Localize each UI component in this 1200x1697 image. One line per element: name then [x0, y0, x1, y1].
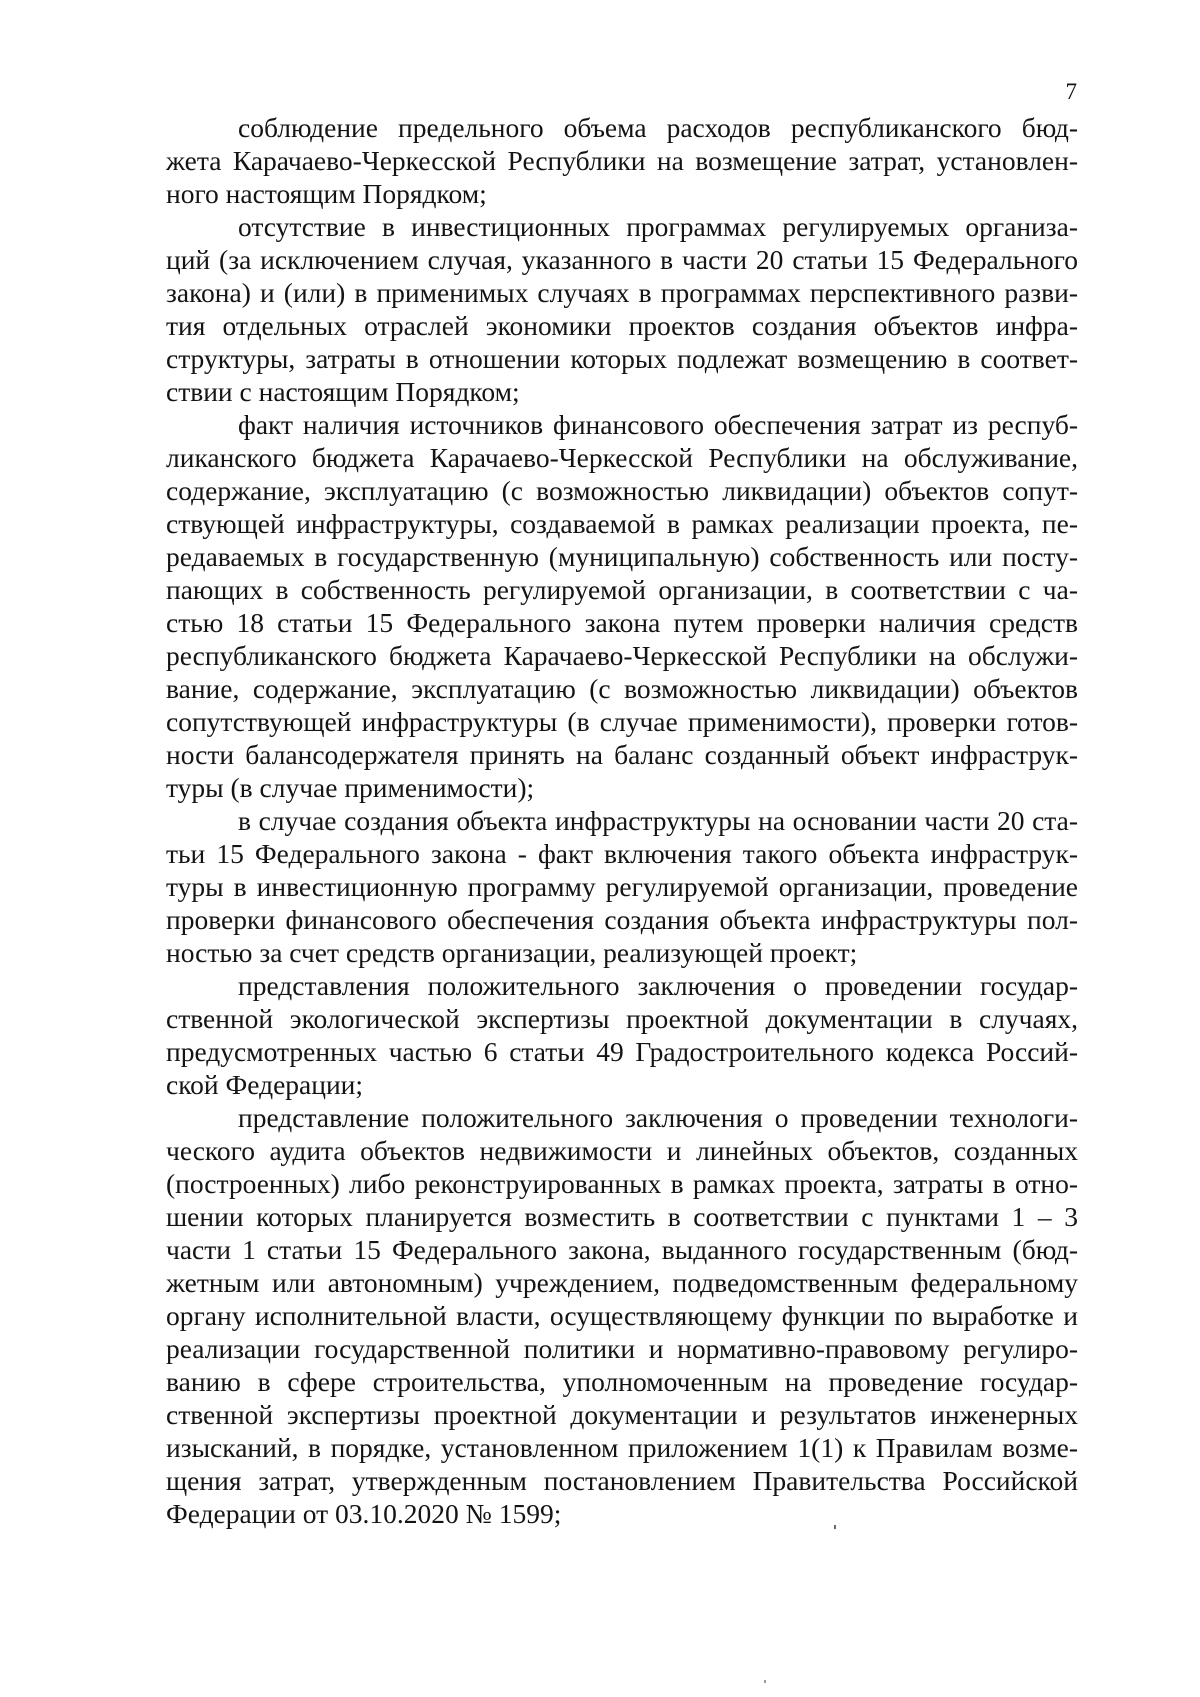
text-line: шении которых планируется возместить в соответствии с пунктами 1 – 3: [166, 1201, 1078, 1232]
text-line: ванию в сфере строительства, уполномоченным на проведение государ-: [166, 1366, 1078, 1397]
text-line: соблюдение предельного объема расходов республиканского бюд-: [238, 112, 1078, 143]
text-line: ствующей инфраструктуры, создаваемой в рамках реализации проекта, пе-: [166, 508, 1078, 539]
body-text: [166, 111, 1078, 1530]
text-line: ного настоящим Порядком;: [166, 178, 487, 209]
text-line: ности балансодержателя принять на баланс созданный объект инфраструк-: [166, 739, 1078, 770]
text-line: части 1 статьи 15 Федерального закона, выданного государственным (бюд-: [166, 1234, 1078, 1265]
text-line: сопутствующей инфраструктуры (в случае применимости), проверки готов-: [166, 706, 1078, 737]
page-number: 7: [1065, 79, 1077, 104]
text-line: тьи 15 Федерального закона - факт включения такого объекта инфраструк-: [166, 838, 1078, 869]
text-line: ской Федерации;: [166, 1069, 364, 1100]
text-line: в случае создания объекта инфраструктуры на основании части 20 ста-: [238, 805, 1078, 836]
text-line: структуры, затраты в отношении которых подлежат возмещению в соответ-: [166, 343, 1078, 374]
text-line: жета Карачаево-Черкесской Республики на возмещение затрат, установлен-: [166, 145, 1078, 176]
text-line: органу исполнительной власти, осуществляющему функции по выработке и: [166, 1300, 1078, 1331]
text-line: ственной экологической экспертизы проектной документации в случаях,: [166, 1003, 1078, 1034]
text-line: реализации государственной политики и нормативно-правовому регулиро-: [166, 1333, 1078, 1364]
text-line: ческого аудита объектов недвижимости и линейных объектов, созданных: [166, 1135, 1078, 1166]
text-line: Федерации от 03.10.2020 № 1599;: [166, 1498, 562, 1529]
text-line: закона) и (или) в применимых случаях в программах перспективного разви-: [166, 277, 1078, 308]
text-line: щения затрат, утвержденным постановлением Правительства Российской: [166, 1465, 1078, 1496]
text-line: ций (за исключением случая, указанного в части 20 статьи 15 Федерального: [166, 244, 1078, 275]
text-line: содержание, эксплуатацию (с возможностью ликвидации) объектов сопут-: [166, 475, 1078, 506]
text-line: пающих в собственность регулируемой организации, в соответствии с ча-: [166, 574, 1078, 605]
text-line: ственной экспертизы проектной документации и результатов инженерных: [166, 1399, 1078, 1430]
text-line: ликанского бюджета Карачаево-Черкесской Республики на обслуживание,: [166, 442, 1078, 473]
text-line: факт наличия источников финансового обеспечения затрат из респуб-: [238, 409, 1078, 440]
text-line: представления положительного заключения о проведении государ-: [238, 970, 1078, 1001]
text-line: отсутствие в инвестиционных программах регулируемых организа-: [238, 211, 1078, 242]
text-line: туры (в случае применимости);: [166, 772, 535, 803]
scan-speck: [834, 1525, 836, 1529]
text-line: вание, содержание, эксплуатацию (с возможностью ликвидации) объектов: [166, 673, 1078, 704]
text-line: ствии с настоящим Порядком;: [166, 376, 520, 407]
text-line: изысканий, в порядке, установленном приложением 1(1) к Правилам возме-: [166, 1432, 1078, 1463]
text-line: ностью за счет средств организации, реализующей проект;: [166, 937, 858, 968]
scan-speck: [764, 1680, 766, 1683]
text-line: представление положительного заключения о проведении технологи-: [238, 1102, 1078, 1133]
text-line: (построенных) либо реконструированных в рамках проекта, затраты в отно-: [166, 1168, 1078, 1199]
text-line: проверки финансового обеспечения создания объекта инфраструктуры пол-: [166, 904, 1078, 935]
text-line: республиканского бюджета Карачаево-Черкесской Республики на обслужи-: [166, 640, 1078, 671]
text-line: туры в инвестиционную программу регулируемой организации, проведение: [166, 871, 1078, 902]
text-line: тия отдельных отраслей экономики проектов создания объектов инфра-: [166, 310, 1078, 341]
text-line: предусмотренных частью 6 статьи 49 Градостроительного кодекса Россий-: [166, 1036, 1078, 1067]
text-line: редаваемых в государственную (муниципальную) собственность или посту-: [166, 541, 1078, 572]
text-line: жетным или автономным) учреждением, подведомственным федеральному: [166, 1267, 1078, 1298]
text-line: стью 18 статьи 15 Федерального закона путем проверки наличия средств: [166, 607, 1078, 638]
